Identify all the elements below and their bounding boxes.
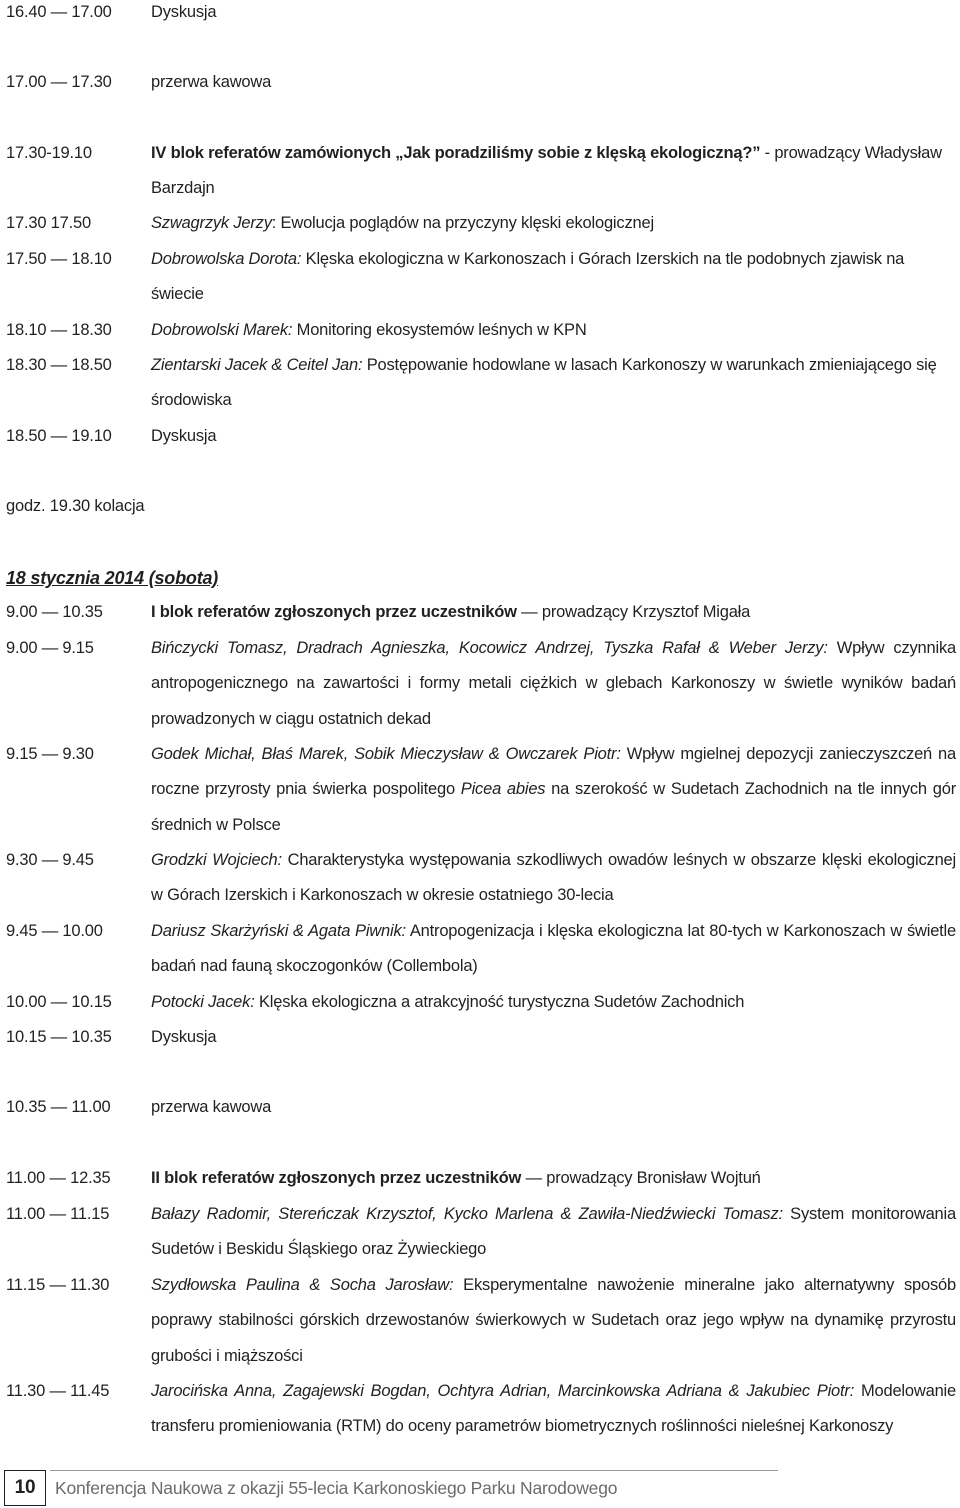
- talk-author: Godek Michał, Błaś Marek, Sobik Mieczysław & Owczarek Piotr:: [151, 745, 621, 763]
- talk-author: Szwagrzyk Jerzy: [151, 214, 272, 232]
- talk-title: Modelowanie transferu promieniowania (RTM) do oceny parametrów biometrycznych roślinności nieleśnej Karkonoszy: [151, 1382, 956, 1436]
- talk-title: Monitoring ekosystemów leśnych w KPN: [292, 321, 587, 339]
- talk-title: Klęska ekologiczna w Karkonoszach i Górach Izerskich na tle podobnych zjawisk na świecie: [151, 250, 905, 304]
- talk-title: Charakterystyka występowania szkodliwych owadów leśnych w obszarze klęski ekologicznej w Górach Izerskich i Karkonoszach w okresie ostatniego 30-lecia: [151, 851, 956, 905]
- time-slot: 18.10 — 18.30: [6, 321, 112, 339]
- talk: [151, 206, 956, 241]
- talk: [151, 737, 956, 843]
- talk-author: Bińczycki Tomasz, Dradrach Agnieszka, Kocowicz Andrzej, Tyszka Rafał & Weber Jerzy:: [151, 639, 828, 657]
- block-title: IV blok referatów zamówionych „Jak poradziliśmy sobie z klęską ekologiczną?”: [151, 144, 761, 162]
- block-chair: — prowadzący Krzysztof Migała: [516, 603, 751, 621]
- session-block: [151, 136, 956, 207]
- time-slot: 17.00 — 17.30: [6, 73, 112, 91]
- talk: [151, 985, 956, 1020]
- time-slot: 17.50 — 18.10: [6, 250, 112, 268]
- talk-author: Dobrowolski Marek:: [151, 321, 293, 339]
- species-name: Picea abies: [460, 780, 546, 799]
- footer-divider: [50, 1470, 778, 1471]
- time-slot: 9.30 — 9.45: [6, 851, 94, 869]
- page-number: 10: [4, 1470, 46, 1506]
- dinner-note: godz. 19.30 kolacja: [6, 497, 145, 515]
- session-label: Dyskusja: [151, 427, 217, 445]
- block-title: I blok referatów zgłoszonych przez uczestników: [151, 603, 517, 621]
- time-slot: 17.30-19.10: [6, 144, 92, 162]
- time-slot: 11.15 — 11.30: [6, 1276, 110, 1294]
- talk-author: Zientarski Jacek & Ceitel Jan:: [151, 356, 363, 374]
- session-block: [151, 595, 956, 630]
- talk-title: Klęska ekologiczna a atrakcyjność turystyczna Sudetów Zachodnich: [254, 993, 745, 1011]
- talk-title: : Ewolucja poglądów na przyczyny klęski ekologicznej: [271, 214, 654, 232]
- time-slot: 11.00 — 11.15: [6, 1205, 110, 1223]
- talk-title-cont: na szerokość w Sudetach Zachodnich na tle innych gór średnich w Polsce: [151, 780, 956, 834]
- time-slot: 11.30 — 11.45: [6, 1382, 110, 1400]
- talk-title: Postępowanie hodowlane w lasach Karkonoszy w warunkach zmieniającego się środowiska: [151, 356, 937, 410]
- talk: [151, 1374, 956, 1445]
- talk-title: System monitorowania Sudetów i Beskidu Śląskiego oraz Żywieckiego: [151, 1205, 956, 1259]
- talk-title: Wpływ mgielnej depozycji zanieczyszczeń na roczne przyrosty pnia świerka pospolitego: [151, 745, 957, 799]
- talk: [151, 313, 956, 348]
- time-slot: 9.45 — 10.00: [6, 922, 103, 940]
- block-title: II blok referatów zgłoszonych przez uczestników: [151, 1169, 522, 1187]
- talk: [151, 1197, 956, 1268]
- talk-title: Antropogenizacja i klęska ekologiczna lat 80-tych w Karkonoszach w świetle badań nad fauną skoczogonków (Collembola): [151, 922, 956, 976]
- block-chair: — prowadzący Bronisław Wojtuń: [521, 1169, 761, 1187]
- time-slot: 9.00 — 9.15: [6, 639, 94, 657]
- talk-author: Bałazy Radomir, Stereńczak Krzysztof, Kycko Marlena & Zawiła-Niedźwiecki Tomasz:: [151, 1205, 783, 1223]
- time-slot: 18.30 — 18.50: [6, 356, 112, 374]
- talk-author: Grodzki Wojciech:: [151, 851, 282, 869]
- time-slot: 11.00 — 12.35: [6, 1169, 111, 1187]
- talk-author: Dariusz Skarżyński & Agata Piwnik:: [151, 922, 406, 940]
- talk: [151, 242, 956, 313]
- talk: [151, 843, 956, 914]
- talk-title: Wpływ czynnika antropogenicznego na zawartości i formy metali ciężkich w glebach Karkonoszy w świetle wyników badań prowadzonych w ciągu ostatnich dekad: [151, 639, 956, 728]
- talk-author: Dobrowolska Dorota:: [151, 250, 302, 268]
- talk: [151, 348, 956, 419]
- block-chair: - prowadzący Władysław Barzdajn: [151, 144, 942, 198]
- talk-author: Szydłowska Paulina & Socha Jarosław:: [151, 1276, 454, 1294]
- talk-title: Eksperymentalne nawożenie mineralne jako alternatywny sposób poprawy stabilności górskich drzewostanów świerkowych w Sudetach oraz jego wpływ na dynamikę przyrostu grubości i miąższości: [151, 1276, 956, 1365]
- time-slot: 10.35 — 11.00: [6, 1098, 111, 1116]
- session-label: przerwa kawowa: [151, 1098, 272, 1116]
- day-heading: 18 stycznia 2014 (sobota): [6, 568, 219, 588]
- talk-author: Potocki Jacek:: [151, 993, 255, 1011]
- talk: [151, 914, 956, 985]
- time-slot: 10.15 — 10.35: [6, 1028, 112, 1046]
- time-slot: 18.50 — 19.10: [6, 427, 112, 445]
- talk-author: Jarocińska Anna, Zagajewski Bogdan, Ochtyra Adrian, Marcinkowska Adriana & Jakubiec Piotr:: [151, 1382, 855, 1400]
- talk: [151, 1268, 956, 1374]
- session-block: [151, 1161, 956, 1196]
- session-label: Dyskusja: [151, 1028, 217, 1046]
- time-slot: 16.40 — 17.00: [6, 3, 112, 21]
- time-slot: 9.15 — 9.30: [6, 745, 94, 763]
- time-slot: 9.00 — 10.35: [6, 603, 103, 621]
- session-label: przerwa kawowa: [151, 73, 272, 91]
- talk: [151, 631, 956, 737]
- footer-title: Konferencja Naukowa z okazji 55-lecia Karkonoskiego Parku Narodowego: [55, 1478, 618, 1498]
- session-label: Dyskusja: [151, 3, 217, 21]
- time-slot: 17.30 17.50: [6, 214, 91, 232]
- time-slot: 10.00 — 10.15: [6, 993, 112, 1011]
